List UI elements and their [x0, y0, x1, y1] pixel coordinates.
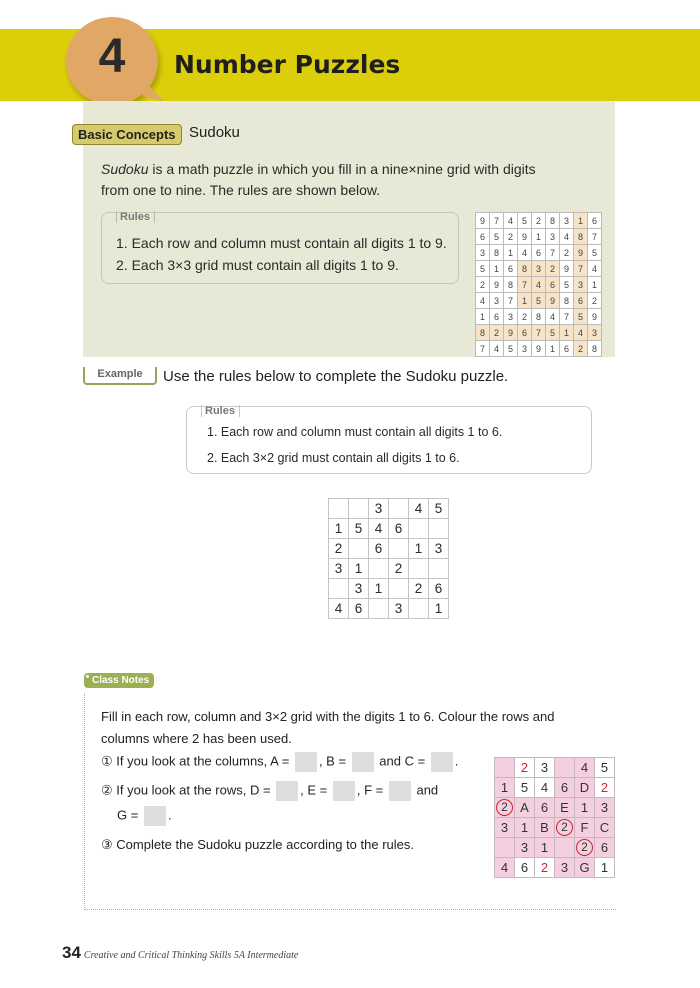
grid-row	[476, 293, 602, 309]
grid-cell: 9	[574, 245, 588, 261]
grid-cell: 6	[574, 293, 588, 309]
intro-line2: columns where 2 has been used.	[101, 731, 292, 746]
question-2-continued	[117, 806, 172, 826]
grid-cell: 6	[546, 277, 560, 293]
grid-cell: 2	[560, 245, 574, 261]
q2-text-e: , E =	[300, 782, 331, 798]
grid-cell: 4	[588, 261, 602, 277]
grid-cell: D	[575, 778, 595, 798]
grid-cell: 5	[518, 213, 532, 229]
grid-row	[329, 599, 449, 619]
grid-cell: 1	[574, 213, 588, 229]
grid-row	[329, 559, 449, 579]
grid-cell: 3	[560, 213, 574, 229]
grid-cell: G	[575, 858, 595, 878]
grid-cell: 8	[574, 229, 588, 245]
grid-cell: 1	[595, 858, 615, 878]
grid-cell: 1	[560, 325, 574, 341]
grid-cell: 3	[349, 579, 369, 599]
grid-cell: 5	[560, 277, 574, 293]
q1-text: ① If you look at the columns, A =	[101, 753, 293, 769]
grid-cell: 7	[560, 309, 574, 325]
grid-cell: 2	[389, 559, 409, 579]
grid-cell: 7	[476, 341, 490, 357]
intro-italic-term: Sudoku	[101, 161, 149, 177]
grid-cell: 8	[588, 341, 602, 357]
chapter-number: 4	[98, 30, 126, 83]
grid-cell: 6	[588, 213, 602, 229]
grid-row	[476, 261, 602, 277]
q2-text-g: G =	[117, 807, 142, 823]
grid-cell: 3	[429, 539, 449, 559]
grid-cell: 9	[532, 341, 546, 357]
grid-cell: 5	[546, 325, 560, 341]
grid-cell: 6	[490, 309, 504, 325]
grid-cell: F	[575, 818, 595, 838]
book-title: Creative and Critical Thinking Skills 5A Intermediate	[83, 950, 299, 961]
basic-concepts-badge: Basic Concepts	[72, 124, 182, 145]
grid-cell: 4	[476, 293, 490, 309]
grid-cell: 6	[429, 579, 449, 599]
grid-cell: 7	[518, 277, 532, 293]
answer-box-f[interactable]	[389, 781, 411, 801]
chapter-title: Number Puzzles	[174, 50, 401, 79]
grid-cell: 4	[535, 778, 555, 798]
grid-cell: 7	[574, 261, 588, 277]
chapter-number-bubble	[66, 17, 158, 105]
grid-cell: 4	[504, 213, 518, 229]
grid-cell[interactable]	[389, 539, 409, 559]
grid-cell: 2	[504, 229, 518, 245]
answer-box-b[interactable]	[352, 752, 374, 772]
grid-cell: 3	[532, 261, 546, 277]
grid-row	[495, 818, 615, 838]
grid-cell: 1	[532, 229, 546, 245]
grid-cell: 7	[532, 325, 546, 341]
grid-cell: 6	[560, 341, 574, 357]
intro-paragraph	[101, 159, 581, 201]
grid-cell: 1	[504, 245, 518, 261]
grid-row	[495, 798, 615, 818]
grid-row	[476, 309, 602, 325]
grid-cell: 3	[546, 229, 560, 245]
grid-cell: 3	[555, 858, 575, 878]
grid-cell[interactable]	[409, 519, 429, 539]
grid-cell: 2	[546, 261, 560, 277]
grid-cell: 8	[504, 277, 518, 293]
grid-cell: 3	[329, 559, 349, 579]
rules-box-6x6	[186, 406, 592, 474]
answer-box-d[interactable]	[276, 781, 298, 801]
grid-cell[interactable]	[389, 499, 409, 519]
q2-and: and	[412, 782, 439, 798]
grid-cell	[495, 838, 515, 858]
grid-cell	[555, 758, 575, 778]
q2-text-f: , F =	[356, 782, 387, 798]
intro-line1: is a math puzzle in which you fill in a nine×nine grid with digits	[148, 161, 536, 177]
grid-cell: 9	[560, 261, 574, 277]
grid-cell: 4	[409, 499, 429, 519]
grid-cell: 2	[532, 213, 546, 229]
grid-cell[interactable]	[329, 499, 349, 519]
badge-dot	[86, 675, 89, 678]
grid-cell: 5	[429, 499, 449, 519]
grid-cell: 6	[504, 261, 518, 277]
grid-row	[476, 229, 602, 245]
grid-cell[interactable]	[429, 519, 449, 539]
grid-cell: 3	[595, 798, 615, 818]
grid-row	[329, 579, 449, 599]
grid-cell: 3	[495, 818, 515, 838]
sudoku-grid-6x6-example	[328, 498, 449, 619]
grid-cell: 1	[495, 778, 515, 798]
grid-cell: 4	[490, 341, 504, 357]
answer-box-a[interactable]	[295, 752, 317, 772]
grid-cell: 1	[429, 599, 449, 619]
grid-cell[interactable]	[389, 579, 409, 599]
grid-cell: 8	[532, 309, 546, 325]
circled-digit: 2	[556, 819, 573, 836]
grid-row	[476, 213, 602, 229]
grid-cell: 5	[595, 758, 615, 778]
class-notes-intro	[101, 706, 554, 750]
grid-cell: 8	[490, 245, 504, 261]
grid-cell: 7	[490, 213, 504, 229]
grid-cell: 5	[574, 309, 588, 325]
q1-end: .	[454, 753, 459, 769]
grid-cell[interactable]	[369, 599, 389, 619]
grid-cell: 2	[574, 341, 588, 357]
grid-cell: 5	[532, 293, 546, 309]
grid-cell: 2	[490, 325, 504, 341]
grid-cell: 4	[518, 245, 532, 261]
answer-box-c[interactable]	[431, 752, 453, 772]
rules-label: Rules	[201, 405, 240, 417]
grid-cell: 7	[546, 245, 560, 261]
grid-row	[495, 838, 615, 858]
grid-cell: 3	[389, 599, 409, 619]
grid-row	[495, 758, 615, 778]
grid-cell: 1	[369, 579, 389, 599]
grid-row	[476, 245, 602, 261]
question-3: ③ Complete the Sudoku puzzle according to the rules.	[101, 837, 414, 852]
grid-cell: 3	[504, 309, 518, 325]
grid-cell[interactable]	[409, 599, 429, 619]
grid-row	[495, 858, 615, 878]
grid-cell: 3	[588, 325, 602, 341]
grid-cell: 2	[329, 539, 349, 559]
grid-cell[interactable]	[409, 559, 429, 579]
question-2	[101, 781, 438, 801]
rules-label: Rules	[116, 211, 155, 223]
grid-cell: 3	[476, 245, 490, 261]
grid-cell: 1	[535, 838, 555, 858]
grid-cell	[555, 838, 575, 858]
grid-cell: 4	[495, 858, 515, 878]
grid-cell: 6	[518, 325, 532, 341]
answer-box-e[interactable]	[333, 781, 355, 801]
grid-cell: 4	[575, 758, 595, 778]
grid-cell: 6	[389, 519, 409, 539]
grid-cell: 9	[490, 277, 504, 293]
class-notes-label: Class Notes	[92, 675, 150, 686]
grid-cell: 6	[476, 229, 490, 245]
grid-cell: 1	[329, 519, 349, 539]
grid-cell: 2	[518, 309, 532, 325]
grid-cell: 4	[532, 277, 546, 293]
grid-cell: 8	[560, 293, 574, 309]
grid-cell: 6	[532, 245, 546, 261]
grid-cell: 8	[518, 261, 532, 277]
grid-cell[interactable]	[329, 579, 349, 599]
grid-cell: 2	[595, 778, 615, 798]
grid-cell: 1	[518, 293, 532, 309]
grid-row	[476, 341, 602, 357]
grid-cell: 8	[546, 213, 560, 229]
grid-row	[476, 277, 602, 293]
section-title: Sudoku	[189, 124, 240, 141]
grid-cell: 1	[409, 539, 429, 559]
q2-text: ② If you look at the rows, D =	[101, 782, 275, 798]
grid-cell: 2	[476, 277, 490, 293]
grid-cell: 2	[409, 579, 429, 599]
class-notes-badge	[84, 673, 154, 688]
grid-cell: 3	[535, 758, 555, 778]
grid-cell	[555, 818, 575, 838]
grid-cell: 2	[515, 758, 535, 778]
grid-cell: A	[515, 798, 535, 818]
grid-cell: 6	[369, 539, 389, 559]
grid-cell: 9	[546, 293, 560, 309]
grid-cell	[495, 758, 515, 778]
rule-2: 2. Each 3×3 grid must contain all digits 1 to 9.	[116, 257, 399, 273]
grid-cell: 4	[546, 309, 560, 325]
grid-cell: 7	[588, 229, 602, 245]
grid-cell: 1	[588, 277, 602, 293]
rule-1: 1. Each row and column must contain all digits 1 to 9.	[116, 235, 447, 251]
q1-text-c: and C =	[375, 753, 429, 769]
sudoku-grid-9x9	[475, 212, 602, 357]
grid-cell[interactable]	[429, 559, 449, 579]
grid-cell: 5	[515, 778, 535, 798]
grid-cell: 5	[588, 245, 602, 261]
q2-end: .	[167, 807, 172, 823]
grid-row	[476, 325, 602, 341]
grid-cell: 5	[490, 229, 504, 245]
circled-digit: 2	[576, 839, 593, 856]
grid-cell: 9	[504, 325, 518, 341]
grid-cell: 4	[369, 519, 389, 539]
page-footer	[62, 943, 298, 963]
answer-box-g[interactable]	[144, 806, 166, 826]
example-instruction: Use the rules below to complete the Sudoku puzzle.	[163, 368, 509, 385]
grid-cell: 6	[555, 778, 575, 798]
grid-cell: 8	[476, 325, 490, 341]
grid-cell: 9	[476, 213, 490, 229]
grid-cell: 5	[476, 261, 490, 277]
grid-row	[495, 778, 615, 798]
grid-cell: 1	[546, 341, 560, 357]
grid-cell: 3	[518, 341, 532, 357]
grid-cell: 1	[349, 559, 369, 579]
grid-cell: 1	[515, 818, 535, 838]
grid-cell: 6	[535, 798, 555, 818]
grid-cell: 1	[490, 261, 504, 277]
intro-line2: from one to nine. The rules are shown below.	[101, 182, 381, 198]
grid-cell: 1	[476, 309, 490, 325]
page-number: 34	[62, 943, 81, 962]
grid-cell: 3	[369, 499, 389, 519]
grid-cell[interactable]	[349, 499, 369, 519]
grid-row	[329, 499, 449, 519]
grid-cell: 1	[575, 798, 595, 818]
grid-cell: 4	[574, 325, 588, 341]
grid-cell: C	[595, 818, 615, 838]
intro-line1: Fill in each row, column and 3×2 grid with the digits 1 to 6. Colour the rows and	[101, 709, 555, 724]
grid-cell: B	[535, 818, 555, 838]
circled-digit: 2	[496, 799, 513, 816]
grid-cell: 3	[490, 293, 504, 309]
example-badge: Example	[83, 367, 157, 385]
grid-cell: 6	[349, 599, 369, 619]
grid-cell: 9	[518, 229, 532, 245]
grid-cell: 7	[504, 293, 518, 309]
grid-cell: E	[555, 798, 575, 818]
grid-cell: 5	[349, 519, 369, 539]
rule-1: 1. Each row and column must contain all digits 1 to 6.	[207, 425, 503, 439]
grid-cell: 5	[504, 341, 518, 357]
rules-box-9x9	[101, 212, 459, 284]
grid-cell: 4	[329, 599, 349, 619]
grid-cell	[575, 838, 595, 858]
grid-cell: 3	[574, 277, 588, 293]
grid-cell: 2	[535, 858, 555, 878]
grid-cell[interactable]	[349, 539, 369, 559]
grid-cell[interactable]	[369, 559, 389, 579]
grid-cell: 9	[588, 309, 602, 325]
grid-cell: 6	[515, 858, 535, 878]
sudoku-grid-6x6-coloured	[494, 757, 615, 878]
grid-cell: 6	[595, 838, 615, 858]
grid-cell	[495, 798, 515, 818]
rule-2: 2. Each 3×2 grid must contain all digits 1 to 6.	[207, 451, 460, 465]
question-1	[101, 752, 458, 772]
grid-cell: 2	[588, 293, 602, 309]
grid-row	[329, 539, 449, 559]
q1-text-b: , B =	[318, 753, 350, 769]
grid-row	[329, 519, 449, 539]
grid-cell: 3	[515, 838, 535, 858]
grid-cell: 4	[560, 229, 574, 245]
